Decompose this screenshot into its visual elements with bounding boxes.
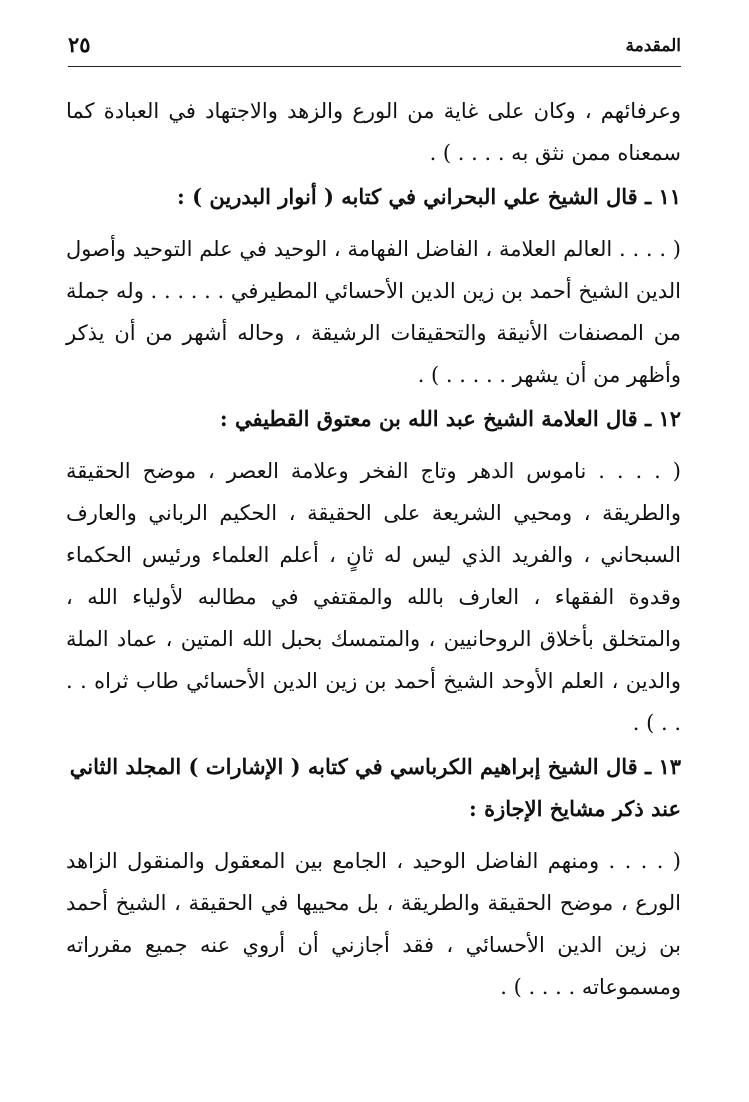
running-title: المقدمة (625, 36, 681, 56)
heading-item-11: ١١ ـ قال الشيخ علي البحراني في كتابه ( أنوار البدرين ) : (177, 184, 681, 209)
quote-item-11: ( . . . . العالم العلامة ، الفاضل الفهامة ، الوحيد في علم التوحيد وأصول الدين الشيخ أحمد بن زين الدين الأحسائي المطيرفي . . . . . . وله جملة من المصنفات الأنيقة والتحقيقات الرشيقة ، وحاله أشهر من أن يذكر وأظهر من أن يشهر . . . . . ) . (66, 237, 681, 387)
paragraph-continuation: وعرفائهم ، وكان على غاية من الورع والزهد والاجتهاد في العبادة كما سمعناه ممن نثق به . . . . ) . (66, 99, 681, 165)
heading-item-13: ١٣ ـ قال الشيخ إبراهيم الكرباسي في كتابه ( الإشارات ) المجلد الثاني عند ذكر مشايخ الإجازة : (69, 754, 681, 821)
heading-item-12: ١٢ ـ قال العلامة الشيخ عبد الله بن معتوق القطيفي : (219, 406, 681, 431)
page-body (66, 90, 681, 1008)
quote-item-13: ( . . . . ومنهم الفاضل الوحيد ، الجامع بين المعقول والمنقول الزاهد الورع ، موضح الحقيقة والطريقة ، بل محييها في الحقيقة ، الشيخ أحمد بن زين الدين الأحسائي ، فقد أجازني أن أروي عنه جميع مقرراته ومسموعاته . . . . ) . (66, 849, 681, 999)
page-header (68, 28, 681, 67)
page-number: ٢٥ (68, 32, 91, 57)
quote-item-12: ( . . . . ناموس الدهر وتاج الفخر وعلامة العصر ، موضح الحقيقة والطريقة ، ومحيي الشريعة على الحقيقة ، الحكيم الرباني والعارف السبحاني ، والفريد الذي ليس له ثانٍ ، أعلم العلماء ورئيس الحكماء وقدوة الفقهاء ، العارف بالله والمقتفي في مطالبه لأولياء الله ، والمتخلق بأخلاق الروحانيين ، والمتمسك بحبل الله المتين ، عماد الملة والدين ، العلم الأوحد الشيخ أحمد بن زين الدين الأحسائي طاب ثراه . . . . ) . (66, 459, 681, 735)
